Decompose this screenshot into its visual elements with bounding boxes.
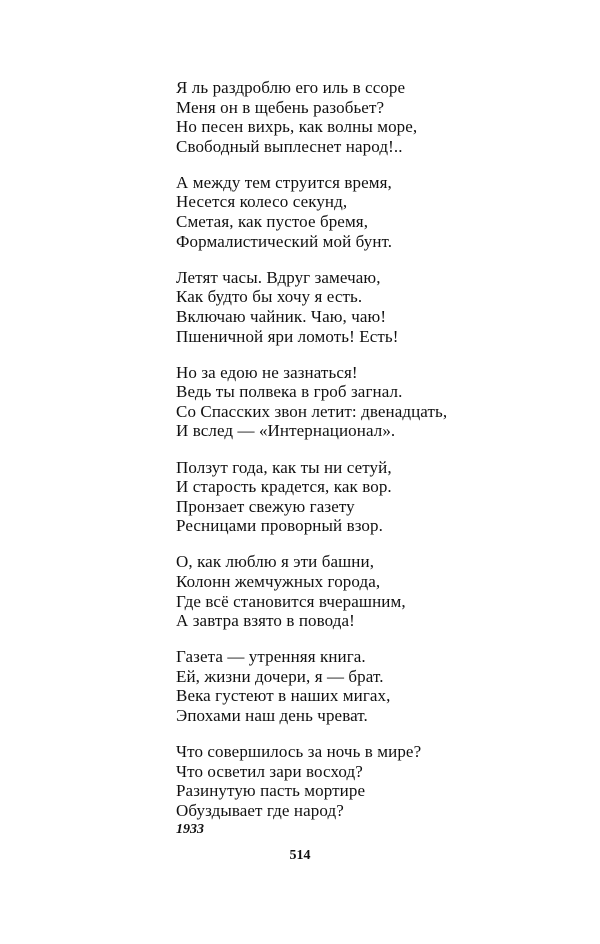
poem-line: Несется колесо секунд, [176,192,348,212]
poem-line: Но за едою не зазнаться! [176,362,358,382]
poem-line: Ползут года, как ты ни сетуй, [176,457,392,477]
poem-line: Включаю чайник. Чаю, чаю! [176,306,387,326]
poem-line: Где всё становится вчерашним, [176,591,406,611]
poem-line: Я ль раздроблю его иль в ссоре [176,78,406,97]
poem-line: Ресницами проворный взор. [176,516,383,536]
poem-line: Пшеничной яри ломоть! Есть! [176,326,399,346]
poem-line: Ей, жизни дочери, я — брат. [176,666,384,686]
stanza-1 [176,78,576,156]
poem-line: Что осветил зари восход? [176,761,363,781]
poem-line: Обуздывает где народ? [176,800,344,820]
poem-year: 1933 [176,822,204,837]
poem-line: Колонн жемчужных города, [176,571,381,591]
poem-line: Сметая, как пустое бремя, [176,212,369,232]
poem-line: Газета — утренняя книга. [176,647,366,667]
poem-line: Ведь ты полвека в гроб загнал. [176,382,403,402]
poem-line: Свободный выплеснет народ!.. [176,136,403,156]
poem-body [176,78,576,837]
stanza-6 [176,552,576,630]
poem-line: Пронзает свежую газету [176,496,355,516]
stanza-3 [176,268,576,346]
poem-line: Летят часы. Вдруг замечаю, [176,267,381,287]
poem-line: Как будто бы хочу я есть. [176,287,363,307]
poem-line: Эпохами наш день чреват. [176,706,368,726]
poem-line: Со Спасских звон летит: двенадцать, [176,401,448,421]
poem-line: Меня он в щебень разобьет? [176,97,385,117]
poem-line: Разинутую пасть мортире [176,781,366,801]
poem-line: И вслед — «Интернационал». [176,421,396,441]
poem-line: И старость крадется, как вор. [176,477,392,497]
poem-line: Что совершилось за ночь в мире? [176,742,422,762]
poem-line: Но песен вихрь, как волны море, [176,117,418,137]
poem-line: А завтра взято в повода! [176,611,355,631]
page-number: 514 [289,848,311,863]
poem-line: Века густеют в наших мигах, [176,686,391,706]
stanza-8 [176,742,576,820]
stanza-7 [176,647,576,725]
stanza-5 [176,458,576,536]
poem-line: Формалистический мой бунт. [176,231,393,251]
poem-line: О, как люблю я эти башни, [176,552,375,572]
poem-line: А между тем струится время, [176,172,392,192]
stanza-4 [176,363,576,441]
stanza-2 [176,173,576,251]
